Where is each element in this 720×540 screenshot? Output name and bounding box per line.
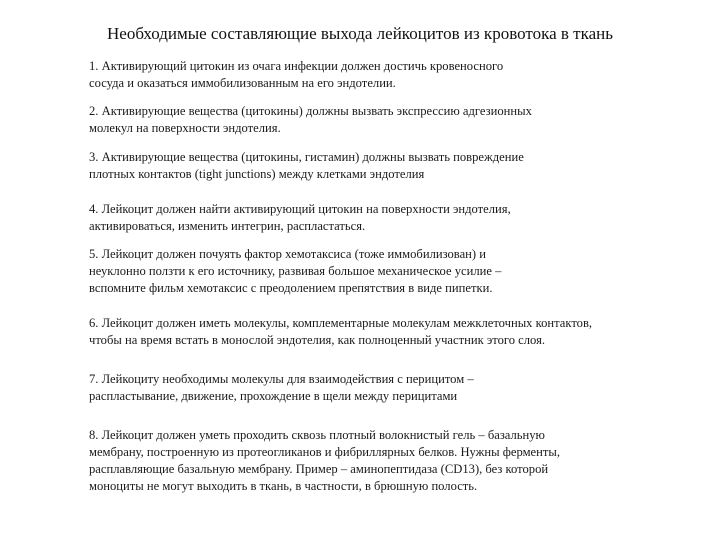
list-item-6 — [89, 315, 689, 349]
item-line: 5. Лейкоцит должен почуять фактор хемотаксиса (тоже иммобилизован) и — [89, 247, 486, 261]
item-line: молекул на поверхности эндотелия. — [89, 121, 281, 135]
item-line: вспомните фильм хемотаксис с преодолением препятствия в виде пипетки. — [89, 281, 493, 295]
item-line: моноциты не могут выходить в ткань, в частности, в брюшную полость. — [89, 479, 478, 493]
item-line: 8. Лейкоцит должен уметь проходить сквозь плотный волокнистый гель – базальную — [89, 428, 545, 442]
item-line: расплавляющие базальную мембрану. Пример – аминопептидаза (CD13), без которой — [89, 462, 549, 476]
item-line: плотных контактов (tight junctions) между клетками эндотелия — [89, 167, 425, 181]
item-line: неуклонно ползти к его источнику, развивая большое механическое усилие – — [89, 264, 502, 278]
item-line: 6. Лейкоцит должен иметь молекулы, комплементарные молекулам межклеточных контактов, — [89, 316, 593, 330]
list-item-3 — [89, 149, 689, 183]
item-line: 2. Активирующие вещества (цитокины) должны вызвать экспрессию адгезионных — [89, 104, 532, 118]
item-line: активироваться, изменить интегрин, распластаться. — [89, 219, 366, 233]
item-line: мембрану, построенную из протеогликанов и фибриллярных белков. Нужны ферменты, — [89, 445, 560, 459]
item-line: 3. Активирующие вещества (цитокины, гистамин) должны вызвать повреждение — [89, 150, 524, 164]
item-line: распластывание, движение, прохождение в щели между перицитами — [89, 389, 458, 403]
list-item-1 — [89, 58, 689, 92]
item-line: 1. Активирующий цитокин из очага инфекции должен достичь кровеносного — [89, 59, 504, 73]
list-item-8 — [89, 427, 689, 495]
item-line: сосуда и оказаться иммобилизованным на его эндотелии. — [89, 76, 396, 90]
list-item-4 — [89, 201, 689, 235]
list-item-2 — [89, 103, 689, 137]
list-item-7 — [89, 371, 689, 405]
item-line: 7. Лейкоциту необходимы молекулы для взаимодействия с перицитом – — [89, 372, 474, 386]
list-item-5 — [89, 246, 689, 297]
item-line: чтобы на время встать в монослой эндотелия, как полноценный участник этого слоя. — [89, 333, 546, 347]
item-line: 4. Лейкоцит должен найти активирующий цитокин на поверхности эндотелия, — [89, 202, 511, 216]
slide-title: Необходимые составляющие выхода лейкоцитов из кровотока в ткань — [107, 24, 613, 43]
